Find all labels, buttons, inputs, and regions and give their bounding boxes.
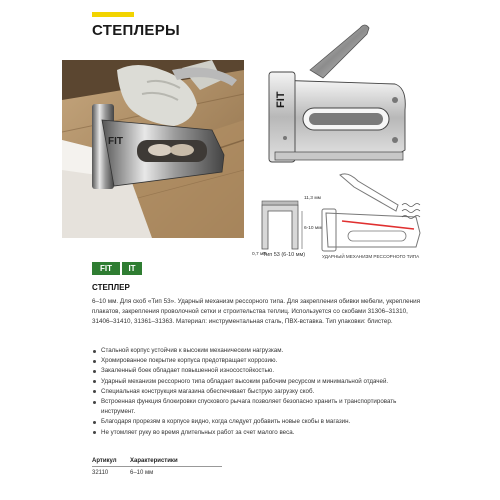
mechanism-label: УДАРНЫЙ МЕХАНИЗМ РЕССОРНОГО ТИПА xyxy=(322,254,420,259)
mechanism-diagram xyxy=(318,165,430,260)
staple-width-label: 11,3 мм xyxy=(304,196,321,201)
brand-logo xyxy=(92,262,142,275)
feature-item: Стальной корпус устойчив к высоким механическим нагрузкам. xyxy=(92,346,422,356)
feature-item: Благодаря прорезям в корпусе видно, когда следует добавить новые скобы в магазин. xyxy=(92,417,422,427)
usage-photo xyxy=(62,60,244,238)
brand-it-text: IT xyxy=(128,264,136,273)
feature-item: Хромированное покрытие корпуса предотвращает коррозию. xyxy=(92,356,422,366)
staple-height-label: 6-10 мм xyxy=(304,226,322,231)
brand-it-badge xyxy=(122,262,142,275)
spec-table-header-row xyxy=(92,456,222,467)
svg-text:FIT: FIT xyxy=(108,136,123,147)
feature-item: Встроенная функция блокировки спускового рычага позволяет безопасно хранить и транспортировать инструмент. xyxy=(92,397,422,417)
spec-table xyxy=(92,456,222,478)
feature-item: Не утомляет руку во время длительных работ за счет малого веса. xyxy=(92,428,422,438)
product-logo-text: FIT xyxy=(275,91,287,108)
spec-header-characteristics: Характеристики xyxy=(130,456,222,467)
staple-diagram xyxy=(252,185,322,257)
staple-thickness-label: 0,7 мм xyxy=(252,252,267,257)
table-row xyxy=(92,467,222,479)
product-image xyxy=(255,20,415,170)
feature-item: Специальная конструкция магазина обеспечивает быструю загрузку скоб. xyxy=(92,387,422,397)
brand-fit-text: FIT xyxy=(100,264,112,273)
feature-item: Ударный механизм рессорного типа обладает высоким рабочим ресурсом и минимальной отдачей. xyxy=(92,377,422,387)
product-name: СТЕПЛЕР xyxy=(92,283,130,292)
spec-header-article: Артикул xyxy=(92,456,130,467)
page-title: СТЕПЛЕРЫ xyxy=(92,22,181,39)
spec-cell-article: 32110 xyxy=(92,470,109,476)
feature-item: Закаленный боек обладает повышенной износостойкостью. xyxy=(92,366,422,376)
product-description: 6–10 мм. Для скоб «Тип 53». Ударный механизм рессорного типа. Для закрепления обивки мебели, укрепления плакатов, закрепления проволочной сетки и строительства теплиц. Используется со скобами 31306–31310, 31406–31410, 31361–31363. Материал: инструментальная сталь, ПВХ-вставка. Тип упаковки: блистер. xyxy=(92,298,421,325)
spec-cell-characteristics: 6–10 мм xyxy=(130,470,154,476)
title-accent-bar xyxy=(92,12,134,17)
staple-type-label: Тип 53 (6-10 мм) xyxy=(263,252,306,258)
brand-fit-badge xyxy=(92,262,120,275)
features-list xyxy=(92,346,422,438)
